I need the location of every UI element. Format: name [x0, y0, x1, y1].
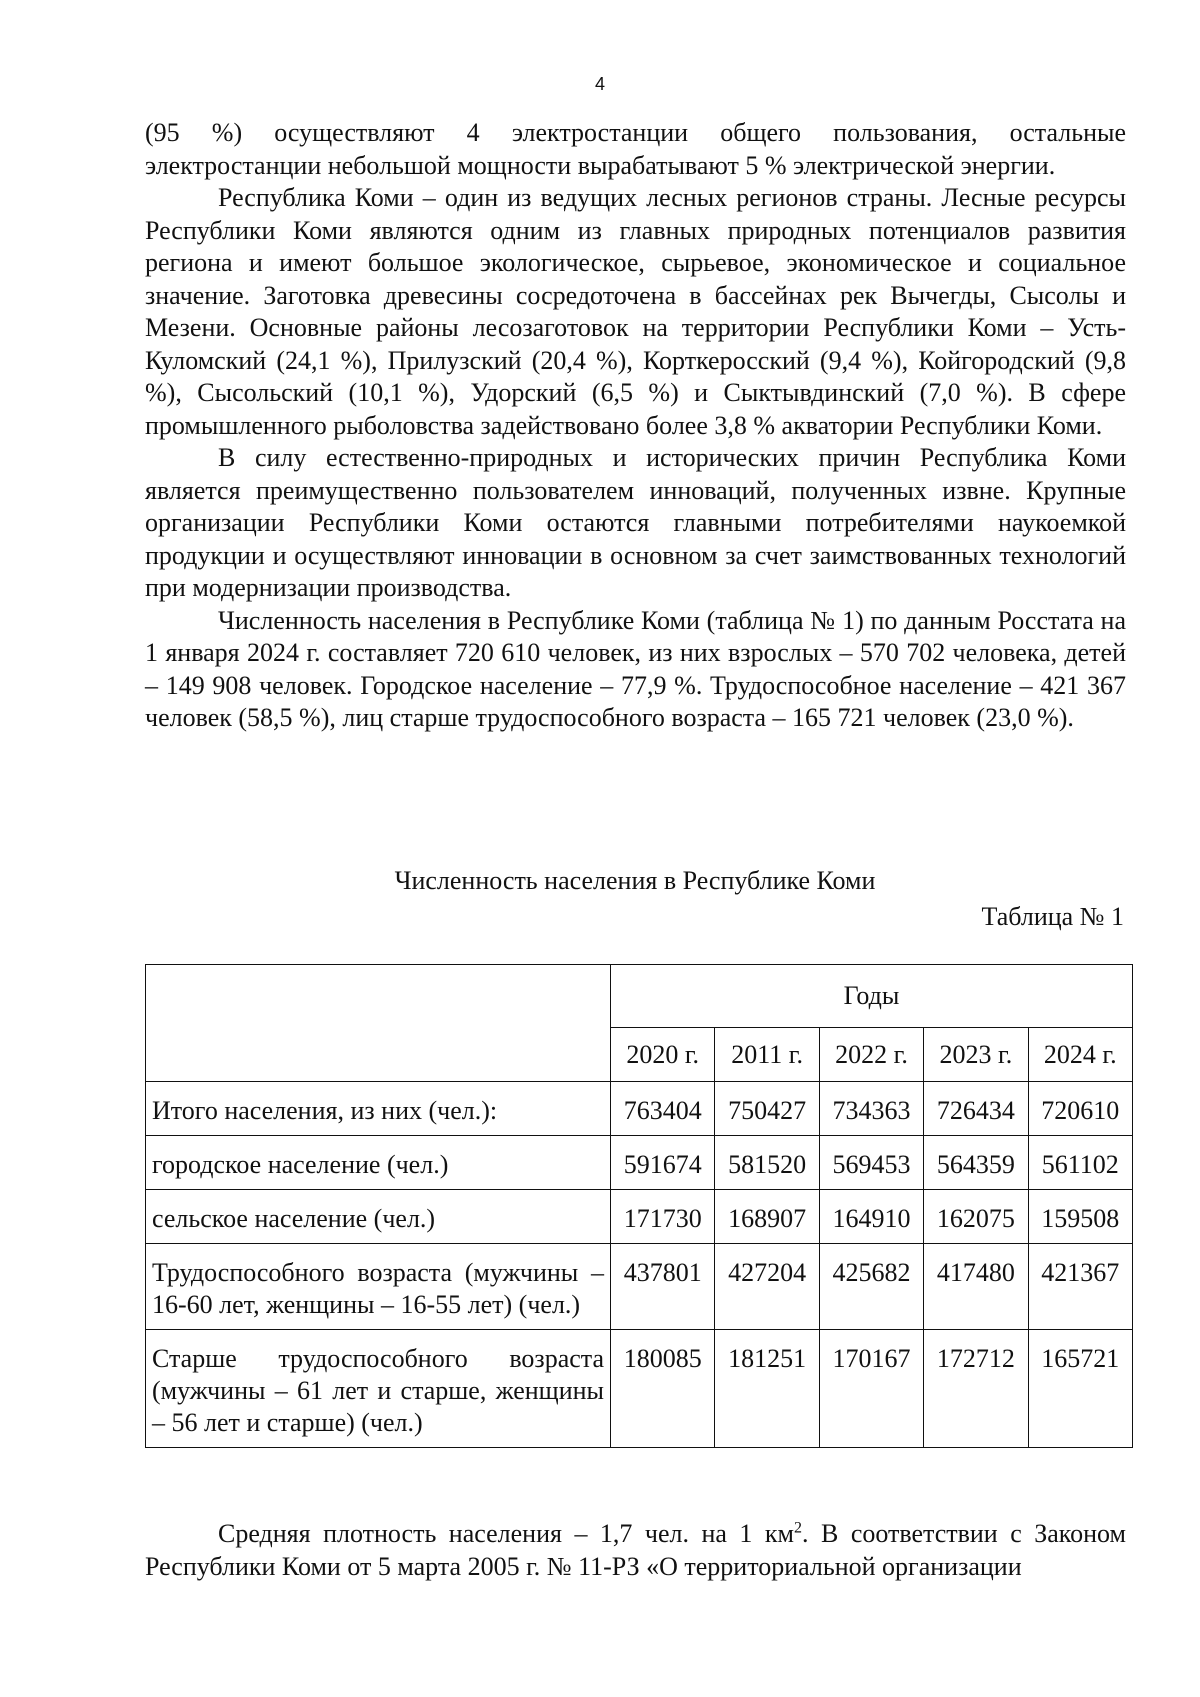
density-text-end: . В соответствии с Законом Республики Коми от 5 марта 2005 г. № 11-РЗ «О территориальной организации	[145, 1519, 1126, 1581]
row-label-working-age: Трудоспособного возраста (мужчины – 16-60 лет, женщины – 16-55 лет) (чел.)	[146, 1244, 611, 1330]
table-header-year: 2022 г.	[819, 1028, 923, 1082]
row-label-over-working-age: Старше трудоспособного возраста (мужчины – 61 лет и старше, женщины – 56 лет и старше) (чел.)	[146, 1330, 611, 1448]
table-cell: 734363	[819, 1082, 923, 1136]
paragraph-density	[145, 1518, 1126, 1583]
table-cell: 172712	[924, 1330, 1028, 1448]
table-cell: 170167	[819, 1330, 923, 1448]
table-header-empty	[146, 965, 611, 1082]
table-header-years-group: Годы	[611, 965, 1133, 1028]
row-label-urban: городское население (чел.)	[146, 1136, 611, 1190]
table-row	[146, 1244, 1133, 1330]
table-header-row-group	[146, 965, 1133, 1028]
table-cell: 181251	[715, 1330, 819, 1448]
table-cell: 564359	[924, 1136, 1028, 1190]
table-number-label: Таблица № 1	[981, 902, 1124, 931]
table-cell: 165721	[1028, 1330, 1132, 1448]
table-row	[146, 1330, 1133, 1448]
table-header-year: 2023 г.	[924, 1028, 1028, 1082]
table-cell: 427204	[715, 1244, 819, 1330]
table-cell: 750427	[715, 1082, 819, 1136]
table-cell: 425682	[819, 1244, 923, 1330]
row-label-rural: сельское население (чел.)	[146, 1190, 611, 1244]
paragraph-forest-resources: Республика Коми – один из ведущих лесных регионов страны. Лесные ресурсы Республики Коми являются одним из главных природных потенциалов развития региона и имеют большое экологическое, сырьевое, экономическое и социальное значение. Заготовка древесины сосредоточена в бассейнах рек Вычегды, Сысолы и Мезени. Основные районы лесозаготовок на территории Республики Коми – Усть-Куломский (24,1 %), Прилузский (20,4 %), Корткеросский (9,4 %), Койгородский (9,8 %), Сысольский (10,1 %), Удорский (6,5 %) и Сыктывдинский (7,0 %). В сфере промышленного рыболовства задействовано более 3,8 % акватории Республики Коми.	[145, 183, 1126, 440]
table-cell: 726434	[924, 1082, 1028, 1136]
table-cell: 164910	[819, 1190, 923, 1244]
paragraph-population: Численность населения в Республике Коми (таблица № 1) по данным Росстата на 1 января 2024 г. составляет 720 610 человек, из них взрослых – 570 702 человека, детей – 149 908 человек. Городское население – 77,9 %. Трудоспособное население – 421 367 человек (58,5 %), лиц старше трудоспособного возраста – 165 721 человек (23,0 %).	[145, 605, 1126, 732]
density-text-start: Средняя плотность населения – 1,7 чел. на 1 км	[218, 1519, 794, 1548]
population-table	[145, 964, 1133, 1448]
body-text-bottom	[145, 1518, 1126, 1583]
table-row	[146, 1136, 1133, 1190]
table-cell: 569453	[819, 1136, 923, 1190]
table-caption: Численность населения в Республике Коми	[394, 866, 876, 895]
table-cell: 763404	[611, 1082, 715, 1136]
table-cell: 437801	[611, 1244, 715, 1330]
table-cell: 159508	[1028, 1190, 1132, 1244]
table-cell: 561102	[1028, 1136, 1132, 1190]
table-cell: 171730	[611, 1190, 715, 1244]
table-cell: 417480	[924, 1244, 1028, 1330]
table-cell: 162075	[924, 1190, 1028, 1244]
body-text-top	[145, 117, 1126, 735]
superscript-two: 2	[794, 1519, 802, 1537]
paragraph-power-plants: (95 %) осуществляют 4 электростанции общего пользования, остальные электростанции небольшой мощности вырабатывают 5 % электрической энергии.	[145, 118, 1126, 180]
page-number: 4	[594, 74, 605, 94]
table-cell: 421367	[1028, 1244, 1132, 1330]
paragraph-innovations: В силу естественно-природных и исторических причин Республика Коми является преимущественно пользователем инноваций, полученных извне. Крупные организации Республики Коми остаются главными потребителями наукоемкой продукции и осуществляют инновации в основном за счет заимствованных технологий при модернизации производства.	[145, 443, 1126, 602]
table-header-year: 2020 г.	[611, 1028, 715, 1082]
table-cell: 591674	[611, 1136, 715, 1190]
table-header-year: 2024 г.	[1028, 1028, 1132, 1082]
row-label-total: Итого населения, из них (чел.):	[146, 1082, 611, 1136]
table-header-year: 2011 г.	[715, 1028, 819, 1082]
table-cell: 168907	[715, 1190, 819, 1244]
table-cell: 180085	[611, 1330, 715, 1448]
table-cell: 581520	[715, 1136, 819, 1190]
table-row	[146, 1190, 1133, 1244]
table-row	[146, 1082, 1133, 1136]
table-cell: 720610	[1028, 1082, 1132, 1136]
